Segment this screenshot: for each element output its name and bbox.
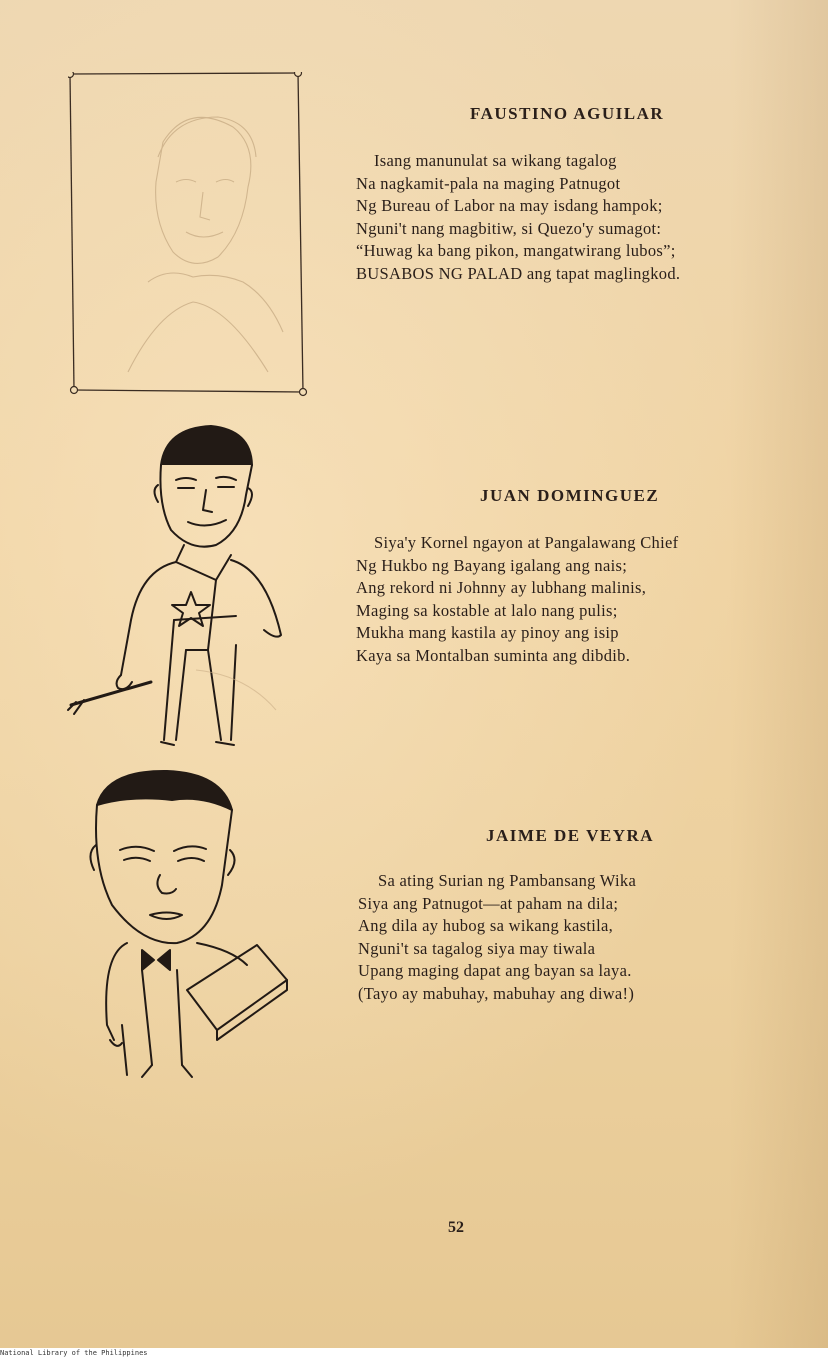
verse-line: Na nagkamit-pala na maging Patnugot <box>356 173 621 193</box>
section-3-name: JAIME DE VEYRA <box>486 826 655 845</box>
verse-line: Nguni't sa tagalog siya may tiwala <box>358 938 596 958</box>
section-2-verse <box>356 532 678 668</box>
section-3-verse <box>358 870 636 1006</box>
verse-line: BUSABOS NG PALAD ang tapat maglingkod. <box>356 263 681 283</box>
verse-line: Ng Hukbo ng Bayang igalang ang nais; <box>356 555 628 575</box>
verse-line: Mukha mang kastila ay pinoy ang isip <box>356 623 619 643</box>
section-2-name: JUAN DOMINGUEZ <box>480 486 660 505</box>
verse-line: Siya'y Kornel ngayon at Pangalawang Chief <box>374 533 679 552</box>
verse-line: Isang manunulat sa wikang tagalog <box>374 151 617 170</box>
verse-line: Sa ating Surian ng Pambansang Wika <box>378 871 637 890</box>
verse-line: Nguni't nang magbitiw, si Quezo'y sumagot: <box>356 218 662 238</box>
verse-line: Kaya sa Montalban suminta ang dibdib. <box>356 645 631 665</box>
verse-line: Siya ang Patnugot—at paham na dila; <box>358 893 619 913</box>
verse-line: Ang dila ay hubog sa wikang kastila, <box>358 916 614 936</box>
verse-line: Maging sa kostable at lalo nang pulis; <box>356 600 618 620</box>
verse-line: Upang maging dapat ang bayan sa laya. <box>358 961 632 981</box>
jaime-de-veyra-caricature <box>82 765 312 1090</box>
section-1-verse <box>356 150 680 286</box>
portrait-frame <box>68 72 300 392</box>
juan-dominguez-caricature <box>66 420 296 760</box>
verse-line: (Tayo ay mabuhay, mabuhay ang diwa!) <box>358 983 635 1003</box>
verse-line: Ang rekord ni Johnny ay lubhang malinis, <box>356 578 647 598</box>
faint-portrait-sketch <box>68 72 308 398</box>
section-1-name: FAUSTINO AGUILAR <box>470 104 665 123</box>
page-number: 52 <box>448 1219 464 1236</box>
footer-credit: National Library of the Philippines <box>0 1349 148 1357</box>
verse-line: Ng Bureau of Labor na may isdang hampok; <box>356 196 663 216</box>
verse-line: “Huwag ka bang pikon, mangatwirang lubos”; <box>356 241 676 261</box>
